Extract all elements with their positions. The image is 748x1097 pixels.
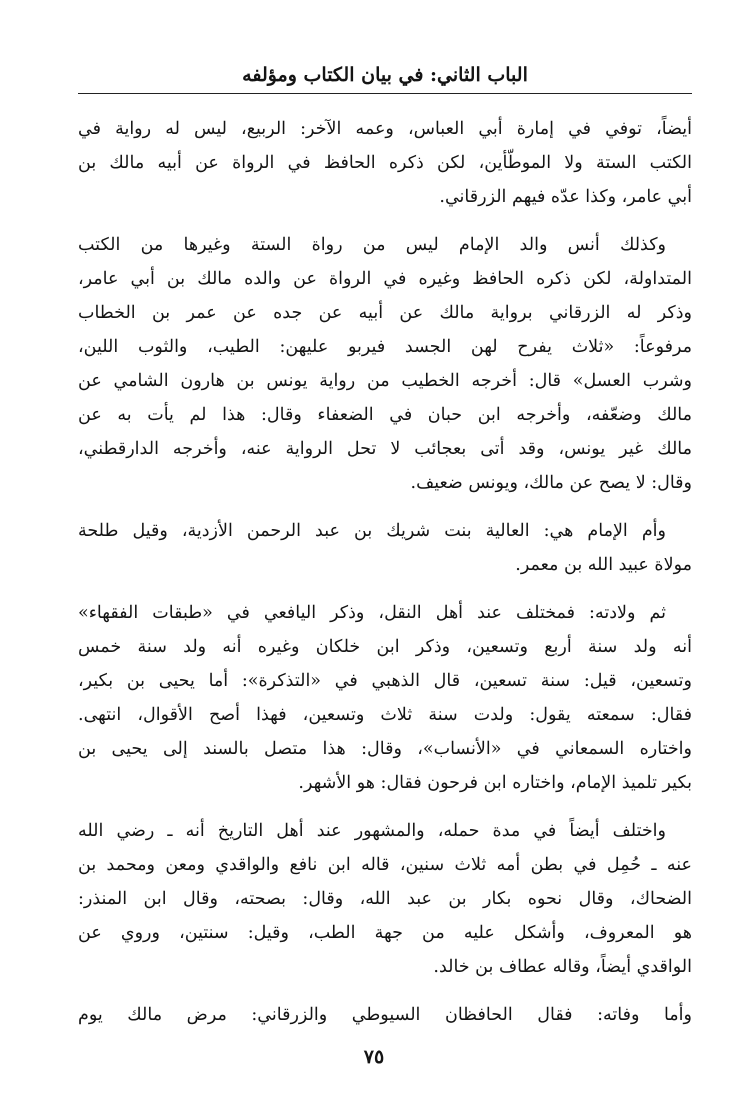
- text-line: وتسعين، قيل: سنة تسعين، قال الذهبي في «التذكرة»: أما يحيى بن بكير،: [78, 671, 692, 691]
- text-line: هو المعروف، وأشكل عليه من جهة الطب، وقيل: سنتين، وروي عن: [78, 923, 692, 943]
- text-line: مالك غير يونس، وقد أتى بعجائب لا تحل الرواية عنه، وأخرجه الدارقطني،: [78, 439, 692, 459]
- text-line: وكذلك أنس والد الإمام ليس من رواة الستة وغيرها من الكتب: [78, 235, 666, 255]
- text-line: واختاره السمعاني في «الأنساب»، وقال: هذا متصل بالسند إلى يحيى بن: [78, 739, 692, 759]
- text-line: واختلف أيضاً في مدة حمله، والمشهور عند أهل التاريخ أنه ـ رضي الله: [78, 821, 666, 841]
- paragraph-2: [78, 228, 692, 500]
- paragraph-4: [78, 596, 692, 800]
- text-line: عنه ـ حُمِل في بطن أمه ثلاث سنين، قاله ابن نافع والواقدي ومعن ومحمد بن: [78, 855, 692, 875]
- text-line: أيضاً، توفي في إمارة أبي العباس، وعمه الآخر: الربيع، ليس له رواية في: [78, 119, 692, 139]
- text-line: أنه ولد سنة أربع وتسعين، وذكر ابن خلكان وغيره أنه ولد سنة خمس: [78, 637, 692, 657]
- text-line: مالك وضعّفه، وأخرجه ابن حبان في الضعفاء وقال: هذا لم يأت به عن: [78, 405, 692, 425]
- text-line: الضحاك، وقال نحوه بكار بن عبد الله، وقال: بصحته، وقال ابن المنذر:: [78, 889, 692, 909]
- text-line: الكتب الستة ولا الموطّأين، لكن ذكره الحافظ في الرواة عن أبيه مالك بن: [78, 153, 692, 173]
- running-header: الباب الثاني: في بيان الكتاب ومؤلفه: [242, 64, 528, 86]
- page-number: ٧٥: [363, 1046, 385, 1068]
- text-line: وأم الإمام هي: العالية بنت شريك بن عبد الرحمن الأزدية، وقيل طلحة: [78, 521, 666, 541]
- paragraph-1: [78, 112, 692, 214]
- paragraph-3: [78, 514, 692, 582]
- text-line: بكير تلميذ الإمام، واختاره ابن فرحون فقال: هو الأشهر.: [298, 773, 692, 793]
- page-body: [78, 112, 692, 1032]
- text-line: وذكر له الزرقاني برواية مالك عن أبيه عن جده عن عمر بن الخطاب: [78, 303, 692, 323]
- text-line: المتداولة، لكن ذكره الحافظ وغيره في الرواة عن والده مالك بن أبي عامر،: [78, 269, 692, 289]
- text-line: مولاة عبيد الله بن معمر.: [515, 555, 692, 575]
- paragraph-5: [78, 814, 692, 984]
- text-line: الواقدي أيضاً، وقاله عطاف بن خالد.: [433, 957, 692, 977]
- paragraph-6: [78, 998, 692, 1032]
- text-line: ثم ولادته: فمختلف عند أهل النقل، وذكر اليافعي في «طبقات الفقهاء»: [78, 603, 666, 623]
- text-line: وشرب العسل» قال: أخرجه الخطيب من رواية يونس بن هارون الشامي عن: [78, 371, 692, 391]
- text-line: وقال: لا يصح عن مالك، ويونس ضعيف.: [410, 473, 692, 493]
- text-line: أبي عامر، وكذا عدّه فيهم الزرقاني.: [439, 187, 692, 207]
- header-divider: [78, 93, 692, 94]
- text-line: مرفوعاً: «ثلاث يفرح لهن الجسد فيربو عليهن: الطيب، والثوب اللين،: [78, 337, 692, 357]
- text-line: وأما وفاته: فقال الحافظان السيوطي والزرقاني: مرض مالك يوم: [78, 1005, 692, 1025]
- text-line: فقال: سمعته يقول: ولدت سنة ثلاث وتسعين، فهذا أصح الأقوال، انتهى.: [78, 705, 692, 725]
